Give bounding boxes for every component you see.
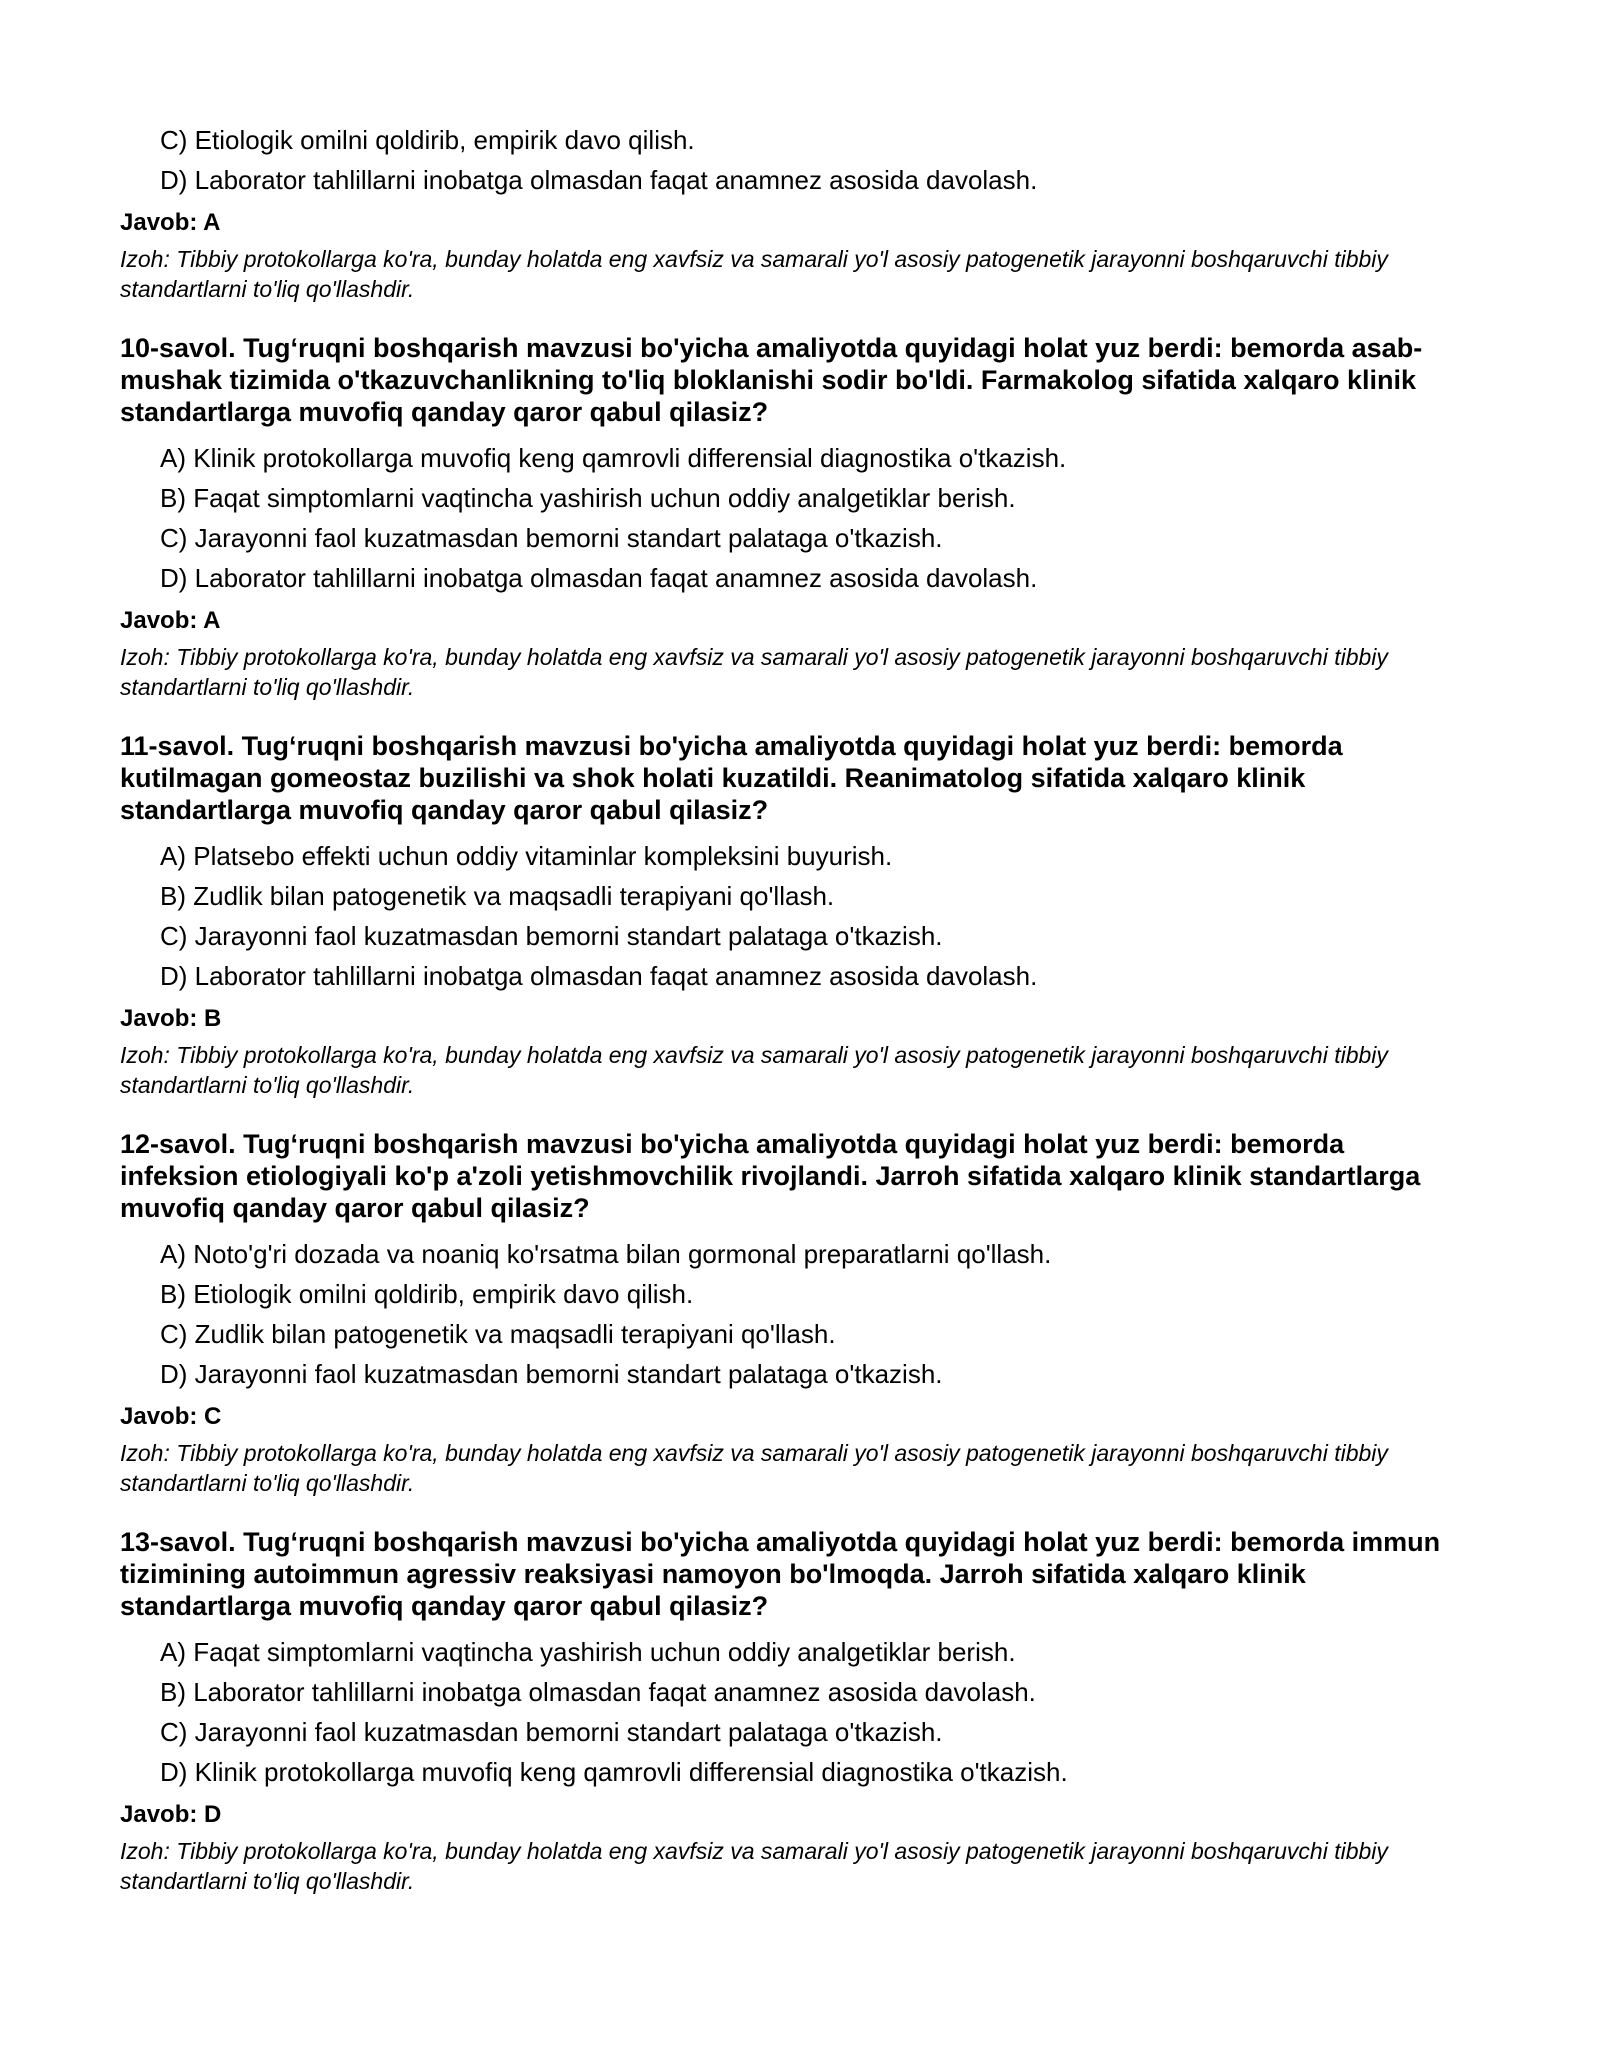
options-list: [120, 438, 1460, 598]
option-c: C) Etiologik omilni qoldirib, empirik davo qilish.: [160, 125, 695, 155]
option-b: B) Faqat simptomlarni vaqtincha yashirish uchun oddiy analgetiklar berish.: [160, 483, 1016, 513]
option-a: A) Noto'g'ri dozada va noaniq ko'rsatma bilan gormonal preparatlarni qo'llash.: [160, 1239, 1052, 1269]
question-10: [120, 332, 1460, 702]
explanation-text: Izoh: Tibbiy protokollarga ko'ra, bunday holatda eng xavfsiz va samarali yo'l asosiy patogenetik jarayonni boshqaruvchi tibbiy standartlarni to'liq qo'llashdir.: [120, 1440, 1388, 1496]
question-title: 11-savol. Tug‘ruqni boshqarish mavzusi bo'yicha amaliyotda quyidagi holat yuz berdi: bemorda kutilmagan gomeostaz buzilishi va shok holati kuzatildi. Reanimatolog sifatida xalqaro klinik standartlarga muvofiq qanday qaror qabul qilasiz?: [120, 731, 1343, 825]
answer-label: Javob: C: [120, 1403, 222, 1430]
option-a: A) Klinik protokollarga muvofiq keng qamrovli differensial diagnostika o'tkazish.: [160, 443, 1067, 473]
option-c: C) Jarayonni faol kuzatmasdan bemorni standart palataga o'tkazish.: [160, 523, 943, 553]
answer-label: Javob: D: [120, 1801, 222, 1828]
explanation-text: Izoh: Tibbiy protokollarga ko'ra, bunday holatda eng xavfsiz va samarali yo'l asosiy patogenetik jarayonni boshqaruvchi tibbiy standartlarni to'liq qo'llashdir.: [120, 644, 1388, 700]
option-b: B) Laborator tahlillarni inobatga olmasdan faqat anamnez asosida davolash.: [160, 1677, 1036, 1707]
question-13: [120, 1526, 1460, 1896]
answer-label: Javob: A: [120, 607, 221, 634]
explanation-text: Izoh: Tibbiy protokollarga ko'ra, bunday holatda eng xavfsiz va samarali yo'l asosiy patogenetik jarayonni boshqaruvchi tibbiy standartlarni to'liq qo'llashdir.: [120, 246, 1388, 302]
option-d: D) Jarayonni faol kuzatmasdan bemorni standart palataga o'tkazish.: [160, 1359, 943, 1389]
option-b: B) Etiologik omilni qoldirib, empirik davo qilish.: [160, 1279, 694, 1309]
option-d: D) Laborator tahlillarni inobatga olmasdan faqat anamnez asosida davolash.: [160, 563, 1038, 593]
document-page: [120, 120, 1460, 1924]
carryover-block: [120, 120, 1460, 304]
answer-label: Javob: B: [120, 1005, 222, 1032]
options-list: [120, 1234, 1460, 1394]
question-title: 12-savol. Tug‘ruqni boshqarish mavzusi bo'yicha amaliyotda quyidagi holat yuz berdi: bemorda infeksion etiologiyali ko'p a'zoli yetishmovchilik rivojlandi. Jarroh sifatida xalqaro klinik standartlarga muvofiq qanday qaror qabul qilasiz?: [120, 1129, 1421, 1223]
options-list: [120, 836, 1460, 996]
option-c: C) Jarayonni faol kuzatmasdan bemorni standart palataga o'tkazish.: [160, 921, 943, 951]
explanation-text: Izoh: Tibbiy protokollarga ko'ra, bunday holatda eng xavfsiz va samarali yo'l asosiy patogenetik jarayonni boshqaruvchi tibbiy standartlarni to'liq qo'llashdir.: [120, 1838, 1388, 1894]
options-list: [120, 1632, 1460, 1792]
question-12: [120, 1128, 1460, 1498]
answer-label: Javob: A: [120, 209, 221, 236]
option-c: C) Zudlik bilan patogenetik va maqsadli terapiyani qo'llash.: [160, 1319, 836, 1349]
question-title: 13-savol. Tug‘ruqni boshqarish mavzusi bo'yicha amaliyotda quyidagi holat yuz berdi: bemorda immun tizimining autoimmun agressiv reaksiyasi namoyon bo'lmoqda. Jarroh sifatida xalqaro klinik standartlarga muvofiq qanday qaror qabul qilasiz?: [120, 1527, 1441, 1621]
option-d: D) Klinik protokollarga muvofiq keng qamrovli differensial diagnostika o'tkazish.: [160, 1757, 1068, 1787]
option-a: A) Faqat simptomlarni vaqtincha yashirish uchun oddiy analgetiklar berish.: [160, 1637, 1016, 1667]
question-11: [120, 730, 1460, 1100]
question-title: 10-savol. Tug‘ruqni boshqarish mavzusi bo'yicha amaliyotda quyidagi holat yuz berdi: bemorda asab-mushak tizimida o'tkazuvchanlikning to'liq bloklanishi sodir bo'ldi. Farmakolog sifatida xalqaro klinik standartlarga muvofiq qanday qaror qabul qilasiz?: [120, 333, 1423, 427]
option-d: D) Laborator tahlillarni inobatga olmasdan faqat anamnez asosida davolash.: [160, 961, 1038, 991]
option-d: D) Laborator tahlillarni inobatga olmasdan faqat anamnez asosida davolash.: [160, 165, 1038, 195]
option-a: A) Platsebo effekti uchun oddiy vitaminlar kompleksini buyurish.: [160, 841, 893, 871]
option-b: B) Zudlik bilan patogenetik va maqsadli terapiyani qo'llash.: [160, 881, 835, 911]
explanation-text: Izoh: Tibbiy protokollarga ko'ra, bunday holatda eng xavfsiz va samarali yo'l asosiy patogenetik jarayonni boshqaruvchi tibbiy standartlarni to'liq qo'llashdir.: [120, 1042, 1388, 1098]
option-c: C) Jarayonni faol kuzatmasdan bemorni standart palataga o'tkazish.: [160, 1717, 943, 1747]
